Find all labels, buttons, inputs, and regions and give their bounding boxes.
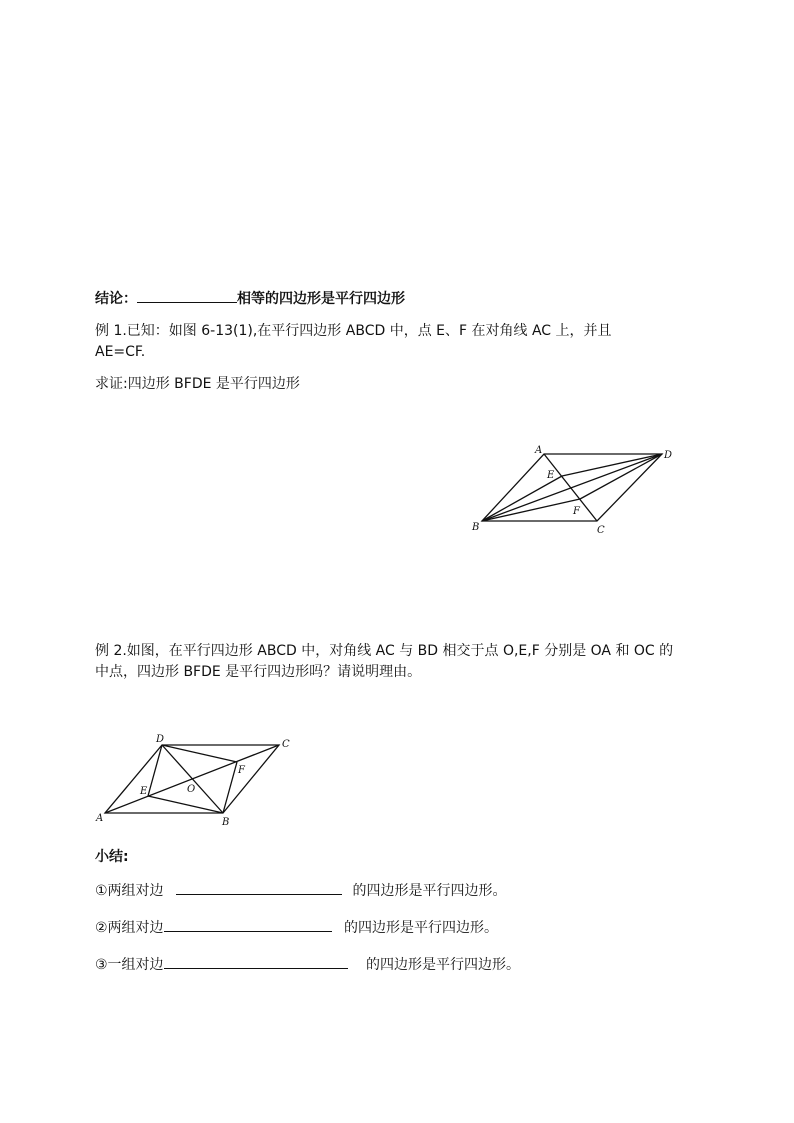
- summary-item-1-suffix: 的四边形是平行四边形。: [352, 883, 507, 899]
- label-c: C: [597, 525, 605, 536]
- summary-item-2: [95, 917, 498, 938]
- conclusion-label: 结论：: [95, 291, 137, 307]
- segment-be: [482, 476, 562, 521]
- summary-item-3-blank[interactable]: [164, 954, 348, 969]
- summary-item-2-prefix: ②两组对边: [95, 920, 164, 936]
- diagonal-bd: [482, 454, 662, 521]
- label-a-2: A: [96, 813, 104, 824]
- summary-item-1-blank[interactable]: [176, 880, 342, 895]
- label-b-2: B: [222, 817, 230, 828]
- label-f: F: [573, 506, 580, 517]
- example1-statement-line2: AE=CF.: [95, 344, 146, 360]
- segment-df: [162, 745, 237, 762]
- example1-statement-line1: 例 1.已知：如图 6-13(1),在平行四边形 ABCD 中，点 E、F 在对角线 AC 上，并且: [95, 323, 612, 339]
- label-e-2: E: [140, 786, 148, 797]
- conclusion-blank[interactable]: [137, 288, 237, 303]
- summary-item-3: [95, 954, 520, 975]
- label-a: A: [535, 445, 543, 456]
- segment-fd: [580, 454, 662, 499]
- conclusion-suffix: 相等的四边形是平行四边形: [237, 291, 405, 307]
- example2-figure: [92, 730, 302, 830]
- example2-statement-line1: 例 2.如图，在平行四边形 ABCD 中，对角线 AC 与 BD 相交于点 O,E,F 分别是 OA 和 OC 的: [95, 643, 674, 659]
- summary-item-1: [95, 880, 506, 901]
- diagonal-bd-2: [162, 745, 223, 813]
- summary-title: 小结:: [95, 849, 129, 865]
- summary-item-3-suffix: 的四边形是平行四边形。: [366, 957, 521, 973]
- example1-figure: [465, 440, 705, 540]
- label-d: D: [664, 450, 673, 461]
- segment-eb: [148, 796, 223, 813]
- summary-item-1-prefix: ①两组对边: [95, 883, 164, 899]
- label-f-2: F: [238, 765, 245, 776]
- conclusion-line: [95, 288, 405, 309]
- label-e: E: [547, 470, 555, 481]
- summary-item-2-suffix: 的四边形是平行四边形。: [344, 920, 499, 936]
- label-o-2: O: [187, 784, 196, 795]
- summary-item-3-prefix: ③一组对边: [95, 957, 164, 973]
- label-c-2: C: [282, 739, 290, 750]
- example2-statement-line2: 中点，四边形 BFDE 是平行四边形吗？请说明理由。: [95, 664, 422, 680]
- example1-prove: 求证:四边形 BFDE 是平行四边形: [95, 376, 300, 392]
- label-b: B: [472, 522, 480, 533]
- label-d-2: D: [156, 734, 165, 745]
- summary-item-2-blank[interactable]: [164, 917, 332, 932]
